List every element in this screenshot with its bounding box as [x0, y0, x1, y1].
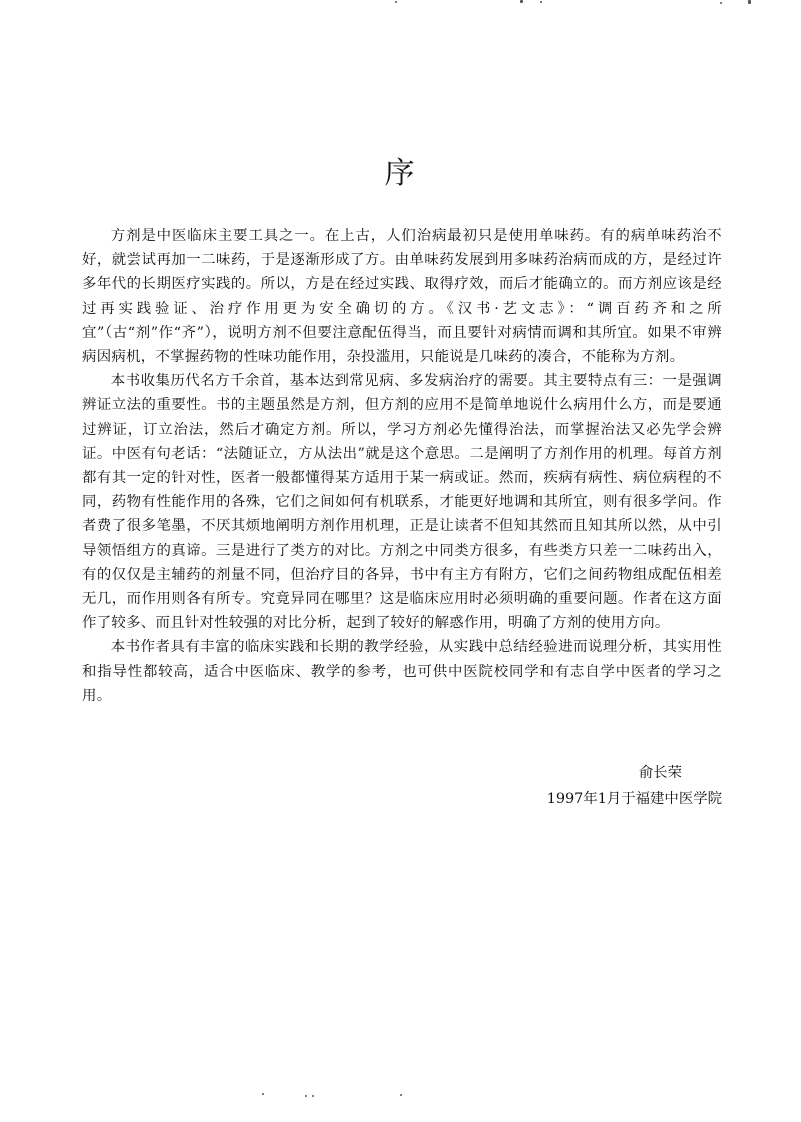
- scan-speck: [400, 1094, 402, 1096]
- scan-speck: [312, 1095, 314, 1097]
- page-title: 序: [384, 156, 417, 191]
- scan-speck: [305, 1095, 307, 1097]
- scan-speck: [262, 1093, 264, 1095]
- author-name: 俞长荣: [638, 765, 682, 781]
- scan-specks-bottom: [250, 1090, 450, 1100]
- scan-speck: [520, 0, 523, 3]
- paragraph-1: 方剂是中医临床主要工具之一。在上古，人们治病最初只是使用单味药。有的病单味药治不好，就尝试再加一二味药，于是逐渐形成了方。由单味药发展到用多味药治病而成的方，是经过许多年代的长期医疗实践的。所以，方是在经过实践、取得疗效，而后才能确立的。而方剂应该是经过再实践验证、治疗作用更为安全确切的方。《汉书·艺文志》：“调百药齐和之所宜”（古“剂”作“齐”），说明方剂不但要注意配伍得当，而且要针对病情而调和其所宜。如果不审辨病因病机，不掌握药物的性味功能作用，杂投滥用，只能说是几味药的凑合，不能称为方剂。: [82, 228, 722, 366]
- paragraph-2: 本书收集历代名方千余首，基本达到常见病、多发病治疗的需要。其主要特点有三：一是强调辨证立法的重要性。书的主题虽然是方剂，但方剂的应用不是简单地说什么病用什么方，而是要通过辨证，订立治法，然后才确定方剂。所以，学习方剂必先懂得治法，而掌握治法又必先学会辨证。中医有句老话：“法随证立，方从法出”就是这个意思。二是阐明了方剂作用的机理。每首方剂都有其一定的针对性，医者一般都懂得某方适用于某一病或证。然而，疾病有病性、病位病程的不同，药物有性能作用的各殊，它们之间如何有机联系，才能更好地调和其所宜，则有很多学问。作者费了很多笔墨，不厌其烦地阐明方剂作用机理，正是让读者不但知其然而且知其所以然，从中引导领悟组方的真谛。三是进行了类方的对比。方剂之中同类方很多，有些类方只差一二味药出入，有的仅仅是主辅药的剂量不同，但治疗目的各异，书中有主方有附方，它们之间药物组成配伍相差无几，而作用则各有所专。究竟异同在哪里？这是临床应用时必须明确的重要问题。作者在这方面作了较多、而且针对性较强的对比分析，起到了较好的解惑作用，明确了方剂的使用方向。: [82, 373, 722, 632]
- scan-speck: [748, 0, 751, 4]
- scan-speck: [540, 1, 542, 3]
- paragraph-3: 本书作者具有丰富的临床实践和长期的教学经验，从实践中总结经验进而说理分析，其实用性和指导性都较高，适合中医临床、教学的参考，也可供中医院校同学和有志自学中医者的学习之用。: [82, 639, 722, 704]
- scan-speck: [395, 1, 397, 3]
- scan-speck: [720, 2, 722, 4]
- scan-specks-top: [380, 0, 780, 10]
- preface-body: [82, 224, 722, 708]
- date-place: 1997年1月于福建中医学院: [546, 791, 722, 807]
- signature-block: [82, 760, 722, 812]
